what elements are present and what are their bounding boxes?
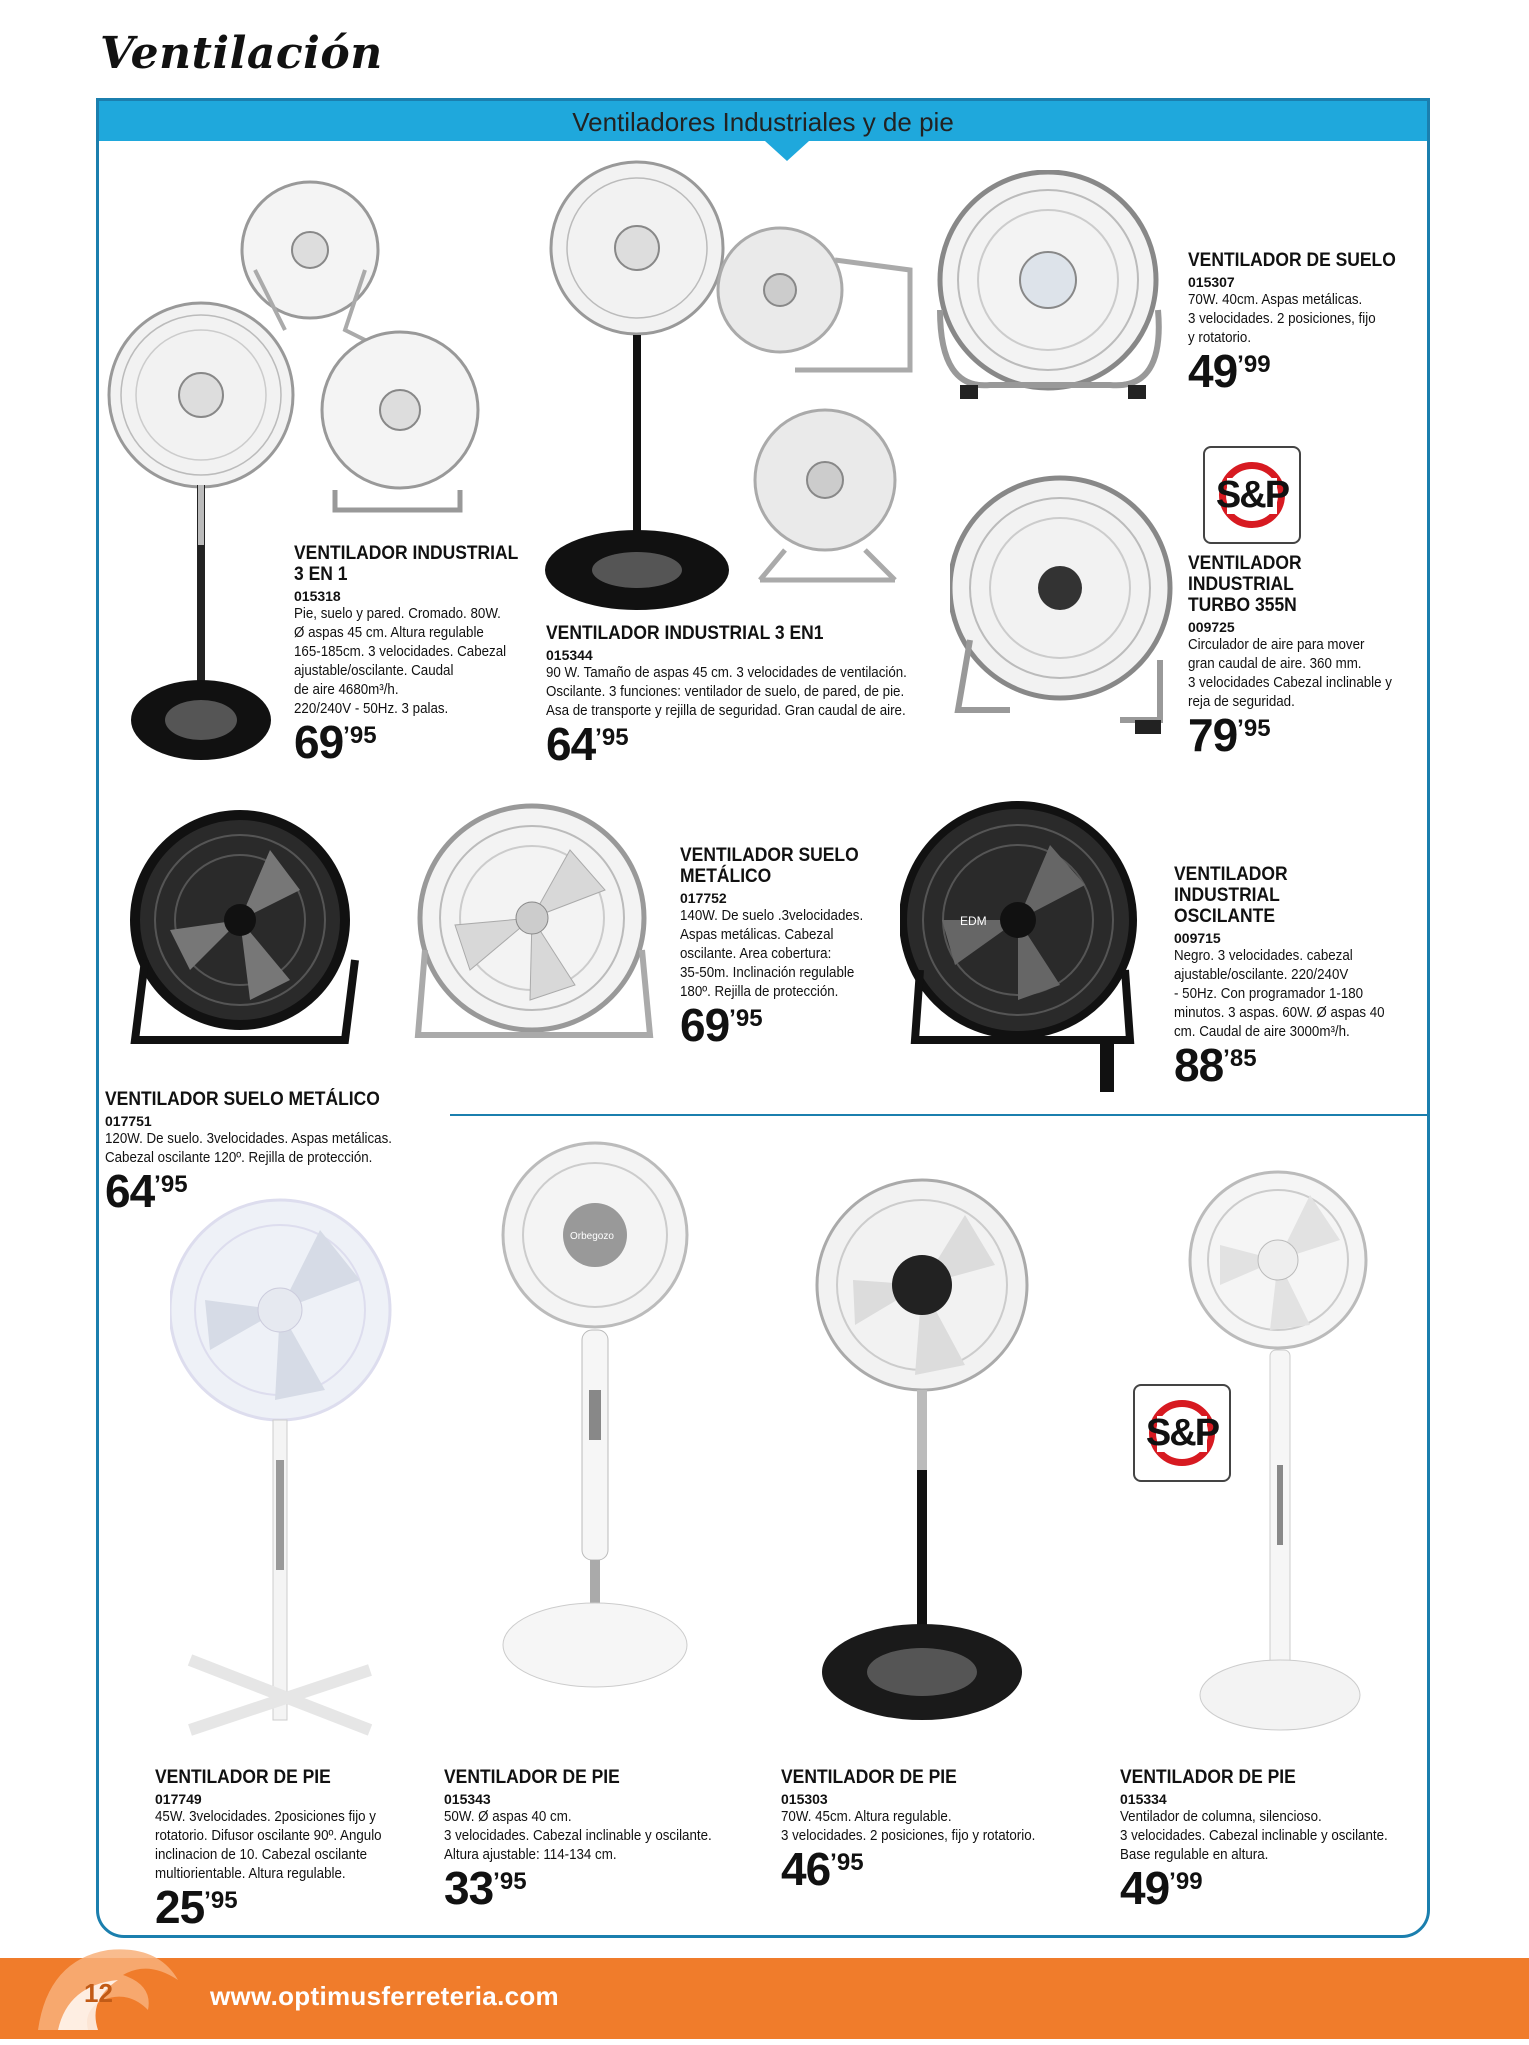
product-name: VENTILADOR INDUSTRIAL TURBO 355N [1188,553,1302,616]
product-description: Negro. 3 velocidades. cabezal ajustable/oscilante. 220/240V - 50Hz. Con programador 1-180 minutos. 3 aspas. 60W. Ø aspas 40 cm. Caudal de aire 3000m³/h. [1174,948,1385,1040]
fan-image [170,1200,390,1730]
price-integer: 69 [680,999,730,1051]
fan-image [418,806,650,1035]
product-name: VENTILADOR SUELO METÁLICO [680,845,859,887]
fan-image [940,172,1159,399]
product-name: VENTILADOR INDUSTRIAL 3 EN1 [546,623,824,644]
product-image-015303 [815,1175,1035,1730]
price-integer: 64 [105,1165,155,1217]
product-image-017752 [410,800,660,1060]
product-price [294,716,554,775]
product-015334 [1120,1767,1425,1921]
brand-logo-sp: S&P [1203,446,1301,544]
price-integer: 33 [444,1862,494,1914]
product-description: Circulador de aire para mover gran caudal de aire. 360 mm. 3 velocidades Cabezal inclinable y reja de seguridad. [1188,637,1392,710]
product-description: 120W. De suelo. 3velocidades. Aspas metálicas. Cabezal oscilante 120º. Rejilla de protección. [105,1131,392,1166]
product-009715 [1174,864,1414,1098]
brand-label: EDM [960,914,987,928]
price-decimal: ’95 [595,724,629,751]
product-description: 45W. 3velocidades. 2posiciones fijo y rotatorio. Difusor oscilante 90º. Angulo inclinacion de 10. Cabezal oscilante multiorientable. Altura regulable. [155,1809,382,1882]
product-name: VENTILADOR DE PIE [444,1767,620,1788]
product-name: VENTILADOR DE PIE [1120,1767,1296,1788]
product-015318 [294,543,554,775]
product-015307 [1188,250,1418,404]
product-image-017751 [130,810,370,1060]
fan-image [903,805,1133,1092]
price-integer: 25 [155,1881,205,1933]
product-price [781,1843,1111,1902]
product-image-017749 [170,1190,420,1760]
product-code: 017752 [680,890,727,906]
product-price [1120,1862,1425,1921]
brand-logo-sp: S&P [1133,1384,1231,1482]
product-image-015343 [490,1140,710,1720]
product-image-015307 [930,170,1170,410]
fan-image [503,1143,687,1687]
price-integer: 46 [781,1843,831,1895]
price-decimal: ’85 [1223,1045,1257,1072]
brand-label: Orbegozo [570,1231,614,1242]
price-decimal: ’99 [1237,351,1271,378]
product-code: 017751 [105,1113,152,1129]
fan-image [545,162,910,610]
price-decimal: ’99 [1169,1868,1203,1895]
product-code: 015318 [294,588,341,604]
product-price [444,1862,764,1921]
product-code: 017749 [155,1791,202,1807]
price-decimal: ’95 [729,1005,763,1032]
product-code: 015344 [546,647,593,663]
product-description: 140W. De suelo .3velocidades. Aspas metálicas. Cabezal oscilante. Area cobertura: 35-50m. Inclinación regulable 180º. Rejilla de protección. [680,908,864,1000]
product-price [105,1165,450,1224]
product-price [1188,345,1418,404]
banner-notch [765,141,809,161]
product-description: Pie, suelo y pared. Cromado. 80W. Ø aspas 45 cm. Altura regulable 165-185cm. 3 velocidades. Cabezal ajustable/oscilante. Caudal de aire 4680m³/h. 220/240V - 50Hz. 3 palas. [294,606,507,717]
fan-image [135,815,355,1040]
page-title: Ventilación [100,28,383,79]
product-name: VENTILADOR DE PIE [155,1767,331,1788]
page-number: 12 [84,1978,113,2008]
product-015343 [444,1767,764,1921]
product-015303 [781,1767,1111,1902]
product-description: 90 W. Tamaño de aspas 45 cm. 3 velocidades de ventilación. Oscilante. 3 funciones: ventilador de suelo, de pared, de pie. Asa de transporte y rejilla de seguridad. Gran caudal de aire. [546,665,907,719]
product-description: 70W. 45cm. Altura regulable. 3 velocidades. 2 posiciones, fijo y rotatorio. [781,1809,1036,1844]
product-code: 009715 [1174,930,1221,946]
section-divider [450,1114,1430,1116]
product-name: VENTILADOR DE PIE [781,1767,957,1788]
product-009725 [1188,553,1424,768]
price-integer: 49 [1188,345,1238,397]
product-price [1188,709,1424,768]
product-code: 015303 [781,1791,828,1807]
product-price [1174,1039,1414,1098]
product-image-015344 [545,160,925,620]
product-price [546,718,966,777]
product-description: Ventilador de columna, silencioso. 3 velocidades. Cabezal inclinable y oscilante. Base regulable en altura. [1120,1809,1388,1863]
product-017751 [105,1089,450,1224]
price-decimal: ’95 [154,1171,188,1198]
product-name: VENTILADOR DE SUELO [1188,250,1396,271]
product-name: VENTILADOR INDUSTRIAL 3 EN 1 [294,543,519,585]
price-integer: 69 [294,716,344,768]
product-name: VENTILADOR INDUSTRIAL OSCILANTE [1174,864,1288,927]
product-description: 70W. 40cm. Aspas metálicas. 3 velocidades. 2 posiciones, fijo y rotatorio. [1188,292,1376,346]
product-image-009725 [950,460,1180,770]
price-decimal: ’95 [493,1868,527,1895]
price-decimal: ’95 [1237,715,1271,742]
website-link[interactable]: www.optimusferreteria.com [210,1981,559,2011]
price-integer: 79 [1188,709,1238,761]
product-code: 009725 [1188,619,1235,635]
product-image-009715 [900,800,1150,1100]
product-015344 [546,623,966,777]
product-price [680,999,905,1058]
price-decimal: ’95 [830,1849,864,1876]
product-code: 015334 [1120,1791,1167,1807]
price-integer: 64 [546,718,596,770]
wave-logo-icon [28,1890,208,2045]
product-code: 015343 [444,1791,491,1807]
fan-image [817,1180,1027,1720]
product-017752 [680,845,905,1058]
price-integer: 49 [1120,1862,1170,1914]
fan-image [950,478,1170,734]
price-integer: 88 [1174,1039,1224,1091]
product-name: VENTILADOR SUELO METÁLICO [105,1089,380,1110]
product-code: 015307 [1188,274,1235,290]
category-banner: Ventiladores Industriales y de pie [99,101,1427,141]
price-decimal: ’95 [204,1887,238,1914]
product-description: 50W. Ø aspas 40 cm. 3 velocidades. Cabezal inclinable y oscilante. Altura ajustable: 114-134 cm. [444,1809,712,1863]
price-decimal: ’95 [343,722,377,749]
